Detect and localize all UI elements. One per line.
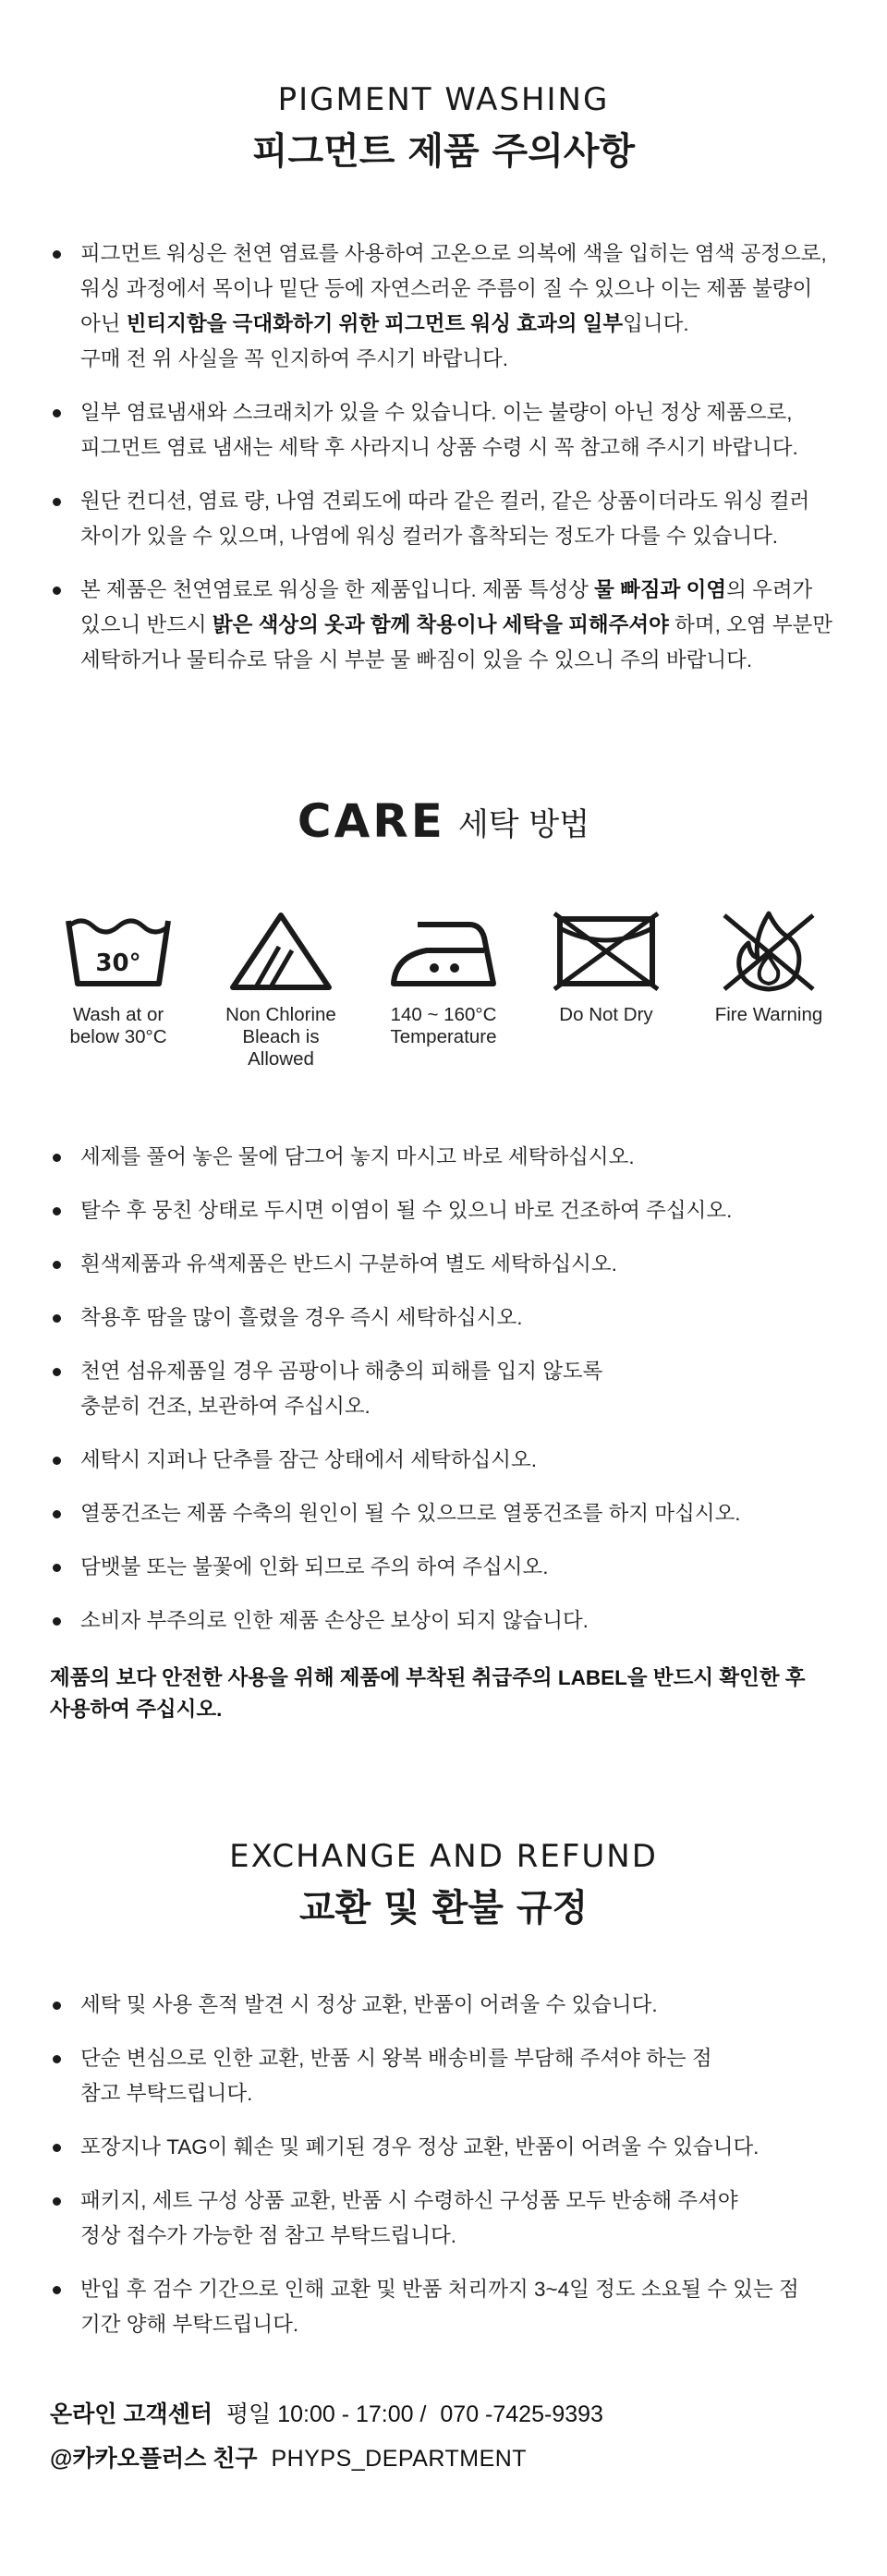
care-icon-label: Non Chlorine Bleach is Allowed [225, 1004, 336, 1070]
care-icon-label: Fire Warning [714, 1004, 823, 1025]
customer-center-hours: 평일 10:00 - 17:00 / [225, 2401, 427, 2427]
iron-medium-icon [388, 910, 499, 993]
bleach-non-chlorine-icon [225, 910, 336, 993]
care-icon-label: Wash at or below 30°C [69, 1004, 167, 1047]
exchange-title-ko: 교환 및 환불 규정 [298, 1887, 589, 1929]
list-item: 담뱃불 또는 불꽃에 인화 되므로 주의 하여 주십시오. [50, 1550, 863, 1585]
kakao-friend [50, 2437, 863, 2481]
list-item: 포장지나 TAG이 훼손 및 폐기된 경우 정상 교환, 반품이 어려울 수 있습니다. [50, 2130, 863, 2165]
care-icons [37, 910, 850, 1094]
list-item: 일부 염료냄새와 스크래치가 있을 수 있습니다. 이는 불량이 아닌 정상 제품으로, 피그먼트 염료 냄새는 세탁 후 사라지니 상품 수령 시 꼭 참고해 주시기 바랍니다. [50, 395, 863, 466]
care-title [0, 794, 887, 848]
care-list [50, 1140, 863, 1639]
do-not-dry-icon [551, 910, 662, 993]
customer-center [50, 2392, 863, 2437]
list-item: 세탁 및 사용 흔적 발견 시 정상 교환, 반품이 어려울 수 있습니다. [50, 1988, 863, 2023]
exchange-title-en: EXCHANGE AND REFUND [229, 1838, 658, 1875]
pigment-title-en: PIGMENT WASHING [277, 81, 610, 118]
list-item: 단순 변심으로 인한 교환, 반품 시 왕복 배송비를 부담해 주셔야 하는 점 참고 부탁드립니다. [50, 2041, 863, 2111]
pigment-title-ko: 피그먼트 제품 주의사항 [251, 130, 636, 173]
care-icon-wash [37, 910, 200, 1048]
care-title-en: CARE [297, 794, 445, 848]
kakao-id[interactable]: PHYPS_DEPARTMENT [271, 2446, 528, 2472]
customer-center-label: 온라인 고객센터 [50, 2401, 213, 2427]
care-icon-label: 140 ~ 160°C Temperature [390, 1004, 497, 1047]
care-icon-bleach [200, 910, 362, 1070]
wash-temperature: 30° [95, 949, 141, 977]
list-item: 소비자 부주의로 인한 제품 손상은 보상이 되지 않습니다. [50, 1603, 863, 1639]
customer-center-phone[interactable]: 070 -7425-9393 [440, 2401, 603, 2427]
exchange-section [0, 1838, 887, 1931]
list-item: 원단 컨디션, 염료 량, 나염 견뢰도에 따라 같은 컬러, 같은 상품이더라도 워싱 컬러 차이가 있을 수 있으며, 나염에 워싱 컬러가 흡착되는 정도가 다를 수 있습니다. [50, 484, 863, 554]
wash-30-icon [63, 910, 174, 993]
care-icon-dry [525, 910, 687, 1026]
care-icon-iron [362, 910, 525, 1048]
list-item: 피그먼트 워싱은 천연 염료를 사용하여 고온으로 의복에 색을 입히는 염색 공정으로, 워싱 과정에서 목이나 밑단 등에 자연스러운 주름이 질 수 있으나 이는 제품 불량이 아닌 빈티지함을 극대화하기 위한 피그먼트 워싱 효과의 일부입니다. 구매 전 위 사실을 꼭 인지하여 주시기 바랍니다. [50, 236, 863, 377]
list-item: 세탁시 지퍼나 단추를 잠근 상태에서 세탁하십시오. [50, 1443, 863, 1478]
contact-info [50, 2392, 863, 2481]
care-label-note: 제품의 보다 안전한 사용을 위해 제품에 부착된 취급주의 LABEL을 반드시 확인한 후 사용하여 주십시오. [50, 1666, 806, 1721]
fire-warning-icon [713, 910, 824, 993]
pigment-list [50, 236, 863, 678]
list-item: 착용후 땀을 많이 흘렸을 경우 즉시 세탁하십시오. [50, 1300, 863, 1336]
list-item: 천연 섬유제품일 경우 곰팡이나 해충의 피해를 입지 않도록 충분히 건조, 보관하여 주십시오. [50, 1354, 863, 1424]
list-item: 세제를 풀어 놓은 물에 담그어 놓지 마시고 바로 세탁하십시오. [50, 1140, 863, 1175]
list-item: 열풍건조는 제품 수축의 원인이 될 수 있으므로 열풍건조를 하지 마십시오. [50, 1496, 863, 1531]
list-item: 패키지, 세트 구성 상품 교환, 반품 시 수령하신 구성품 모두 반송해 주셔야 정상 접수가 가능한 점 참고 부탁드립니다. [50, 2183, 863, 2254]
kakao-label: @카카오플러스 친구 [50, 2446, 258, 2472]
exchange-list [50, 1988, 863, 2342]
list-item: 흰색제품과 유색제품은 반드시 구분하여 별도 세탁하십시오. [50, 1247, 863, 1282]
care-title-ko: 세탁 방법 [457, 805, 590, 843]
care-icon-fire [687, 910, 850, 1026]
list-item: 탈수 후 뭉친 상태로 두시면 이염이 될 수 있으니 바로 건조하여 주십시오. [50, 1193, 863, 1228]
list-item: 본 제품은 천연염료로 워싱을 한 제품입니다. 제품 특성상 물 빠짐과 이염의 우려가 있으니 반드시 밝은 색상의 옷과 함께 착용이나 세탁을 피해주셔야 하며, 오염 부분만 세탁하거나 물티슈로 닦을 시 부분 물 빠짐이 있을 수 있으니 주의 바랍니다. [50, 573, 863, 678]
list-item: 반입 후 검수 기간으로 인해 교환 및 반품 처리까지 3~4일 정도 소요될 수 있는 점 기간 양해 부탁드립니다. [50, 2272, 863, 2342]
pigment-section [0, 81, 887, 175]
care-icon-label: Do Not Dry [559, 1004, 653, 1025]
